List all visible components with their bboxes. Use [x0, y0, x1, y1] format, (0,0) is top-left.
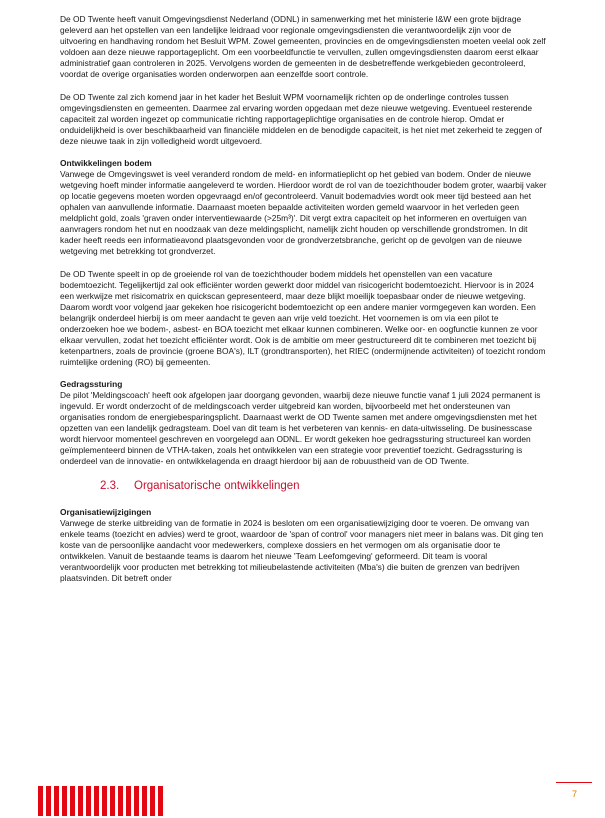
heading-gedragssturing: Gedragssturing	[60, 379, 123, 389]
heading-organisatiewijzigingen: Organisatiewijzigingen	[60, 506, 152, 517]
page-number: 7	[572, 789, 578, 799]
paragraph-wpm-leidraad: De OD Twente heeft vanuit Omgevingsdienst Nederland (ODNL) in samenwerking met het ministerie I&W een grote bijdrage geleverd aan het opstellen van een landelijke leidraad voor regionale omgevingsdiensten die verantwoordelijk zijn voor de uitvoering en handhaving rondom het Besluit WPM. Zowel gemeenten, provincies en de omgevingsdiensten moeten veelal ook zelf voldoen aan deze nieuwe rapportageplicht. Om een voorbeeldfunctie te vervullen, zullen omgevingsdiensten daarom eerst elkaar administratief gaan controleren in 2025. Vervolgens worden de gemeenten in de desbetreffende werkgebieden gecontroleerd, voordat de overige organisaties worden onderworpen aan eenzelfde soort controle.	[60, 14, 546, 79]
stripe	[62, 786, 67, 816]
paragraph-bodem-toezicht: De OD Twente speelt in op de groeiende rol van de toezichthouder bodem middels het openstellen van een vacature bodemtoezicht. Tegelijkertijd zal ook efficiënter worden gewerkt door middel van risicogericht bodemtoezicht. Hiervoor is in 2024 een werkwijze met risicomatrix en quickscan gepresenteerd, maar deze blijkt moeilijk toepasbaar onder de nieuwe wetgeving. Daarom wordt voor volgend jaar gekeken hoe risicogericht bodemtoezicht op een andere manier vormgegeven kan worden. Een belangrijk onderdeel hierbij is om meer aandacht te geven aan vrije veld toezicht. Het voornemen is om via een pilot te onderzoeken hoe we bodem-, asbest- en BOA toezicht met elkaar kunnen combineren. Welke oor- en oogfunctie kunnen ze voor elkaar vervullen, zodat het toezicht efficiënter wordt. Ook is de ambitie om meer gestructureerd dit te combineren met toezicht bij ketenpartners, zoals de provincie (groene BOA's), ILT (grondtransporten), het RIEC (ondermijnende activiteiten) of toezicht rondom ruimtelijke ordening (RO) bij gemeenten.	[60, 268, 546, 367]
stripe	[54, 786, 59, 816]
paragraph-wpm-controles: De OD Twente zal zich komend jaar in het kader het Besluit WPM voornamelijk richten op de onderlinge controles tussen omgevingsdiensten en gemeenten. Daarmee zal ervaring worden opgedaan met deze nieuwe wetgeving. Eventueel resterende capaciteit zal worden ingezet op communicatie richting rapportageplichtige organisaties en de controle hierop. Omdat er onduidelijkheid is over beschikbaarheid van financiële middelen en de benodigde capaciteit, is het niet met zekerheid te zeggen of deze nieuwe taak in zijn volledigheid wordt uitgevoerd.	[60, 91, 542, 146]
section-number: 2.3.	[100, 479, 120, 492]
stripe	[126, 786, 131, 816]
paragraph-gedragssturing: De pilot 'Meldingscoach' heeft ook afgelopen jaar doorgang gevonden, waarbij deze nieuwe functie vanaf 1 juli 2024 permanent is ingevuld. Er wordt onderzocht of de meldingscoach verder uitgebreid kan worden, bijvoorbeeld met het ondersteunen van organisaties rondom de energiebesparingsplicht. Daarnaast werkt de OD Twente samen met andere omgevingsdiensten met het opzetten van een landelijk gedragsteam. Doel van dit team is het verbeteren van kennis- en data-uitwisseling. De businesscase wordt hiervoor momenteel geschreven en voorgelegd aan ODNL. Er wordt gekeken hoe gedragssturing structureel kan worden geïmplementeerd binnen de VTHA-taken, zoals het ontwikkelen van een strategie voor preventief toezicht. Gedragssturing is onderdeel van de innovatie- en ontwikkelagenda en draagt hierdoor bij aan de robuustheid van de OD Twente.	[60, 390, 541, 466]
page-number-rule	[556, 782, 592, 783]
stripe	[118, 786, 123, 816]
heading-ontwikkelingen-bodem: Ontwikkelingen bodem	[60, 158, 152, 168]
paragraph-bodem-omgevingswet: Vanwege de Omgevingswet is veel veranderd rondom de meld- en informatieplicht op het gebied van bodem. Onder de nieuwe wetgeving hoeft minder informatie aangeleverd te worden. Hierdoor wordt de rol van de toezichthouder bodem groter, waarbij vaker op locatie gegevens moeten worden opgevraagd en/of gecontroleerd. Vanuit bodemadvies wordt ook meer tijd besteed aan het ophalen van aanvullende informatie. Daarnaast moeten bepaalde activiteiten worden gemeld waarvoor in het verleden geen meldplicht gold, zoals 'graven onder interventiewaarde (>25m³)'. Dit vergt extra capaciteit op het informeren en overtuigen van aanvragers rondom het nut en noodzaak van deze meldingsplicht, namelijk zicht houden op verschillende grondstromen. In dit kader heeft reeds een informatieavond plaatsgevonden voor de grondverzetsbranche, gericht op de gevolgen van de nieuwe wetgeving met betrekking tot grondverzet.	[60, 169, 547, 256]
stripe	[94, 786, 99, 816]
stripe	[38, 786, 43, 816]
document-page	[60, 14, 548, 595]
stripe	[102, 786, 107, 816]
stripe	[46, 786, 51, 816]
stripe	[78, 786, 83, 816]
stripe	[110, 786, 115, 816]
footer-stripe-logo	[38, 786, 163, 816]
stripe	[142, 786, 147, 816]
paragraph-organisatiewijzigingen: Vanwege de sterke uitbreiding van de formatie in 2024 is besloten om een organisatiewijziging door te voeren. De omvang van enkele teams (toezicht en advies) werd te groot, waardoor de 'span of control' voor managers niet meer in balans was. Dit ging ten koste van de persoonlijke aandacht voor medewerkers, complexe dossiers en het vermogen om als organisatie door te ontwikkelen. Vanuit de bestaande teams is daarom het nieuwe 'Team Leefomgeving' geformeerd. Dit team is vooral verantwoordelijk voor producten met betrekking tot milieubelastende activiteiten (Mba's) die buiten de grenzen van bedrijven plaatsvinden. Dit betreft onder	[60, 517, 544, 583]
section-heading	[100, 479, 548, 493]
stripe	[158, 786, 163, 816]
stripe	[70, 786, 75, 816]
stripe	[150, 786, 155, 816]
stripe	[86, 786, 91, 816]
stripe	[134, 786, 139, 816]
section-title: Organisatorische ontwikkelingen	[134, 479, 300, 492]
